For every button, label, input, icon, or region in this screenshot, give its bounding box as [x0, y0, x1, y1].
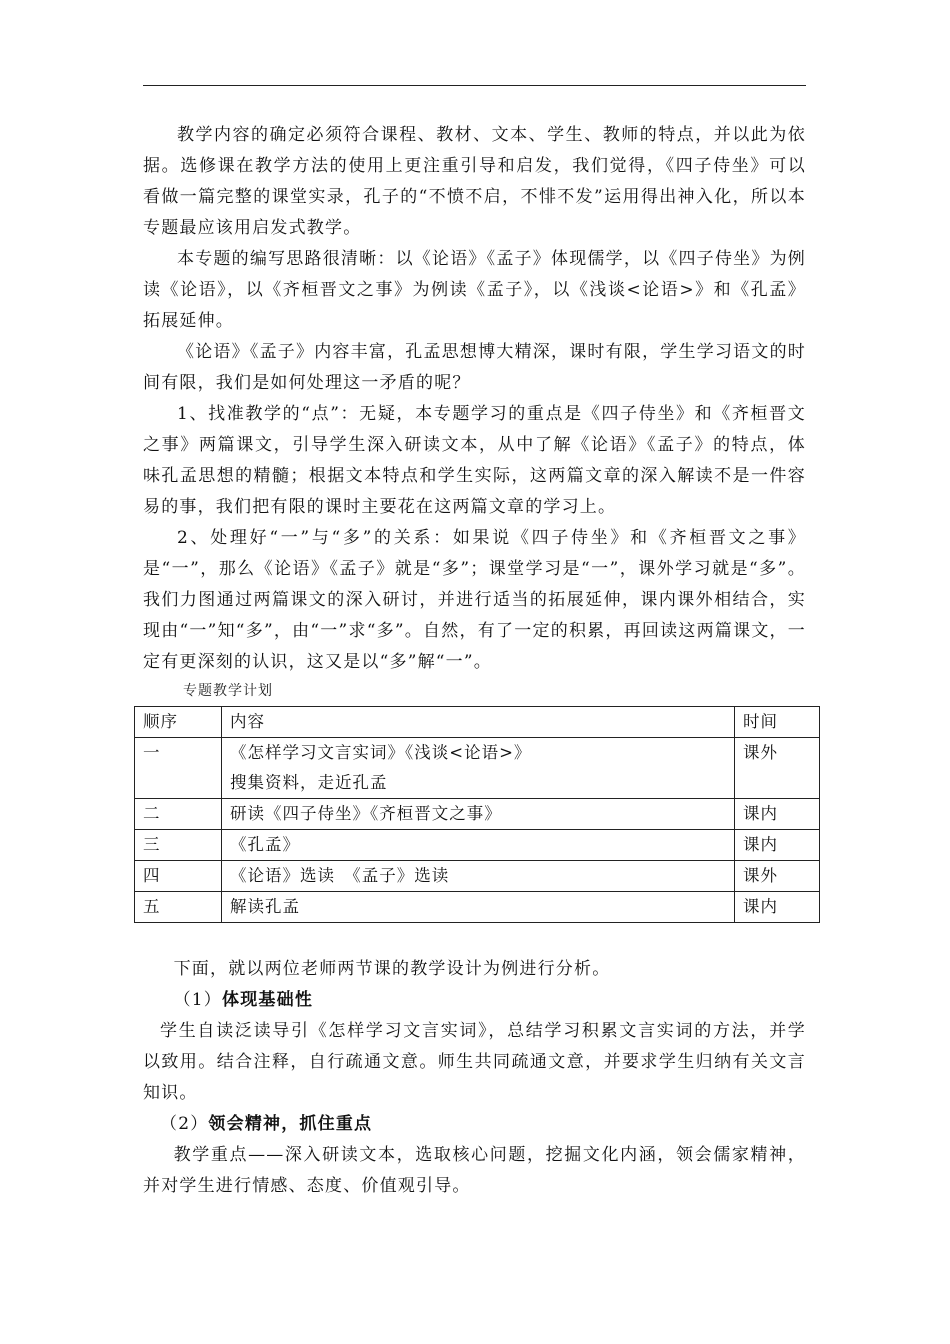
table-caption: 专题教学计划	[183, 683, 273, 699]
section-heading-2	[143, 1109, 806, 1140]
table-row	[135, 892, 820, 923]
section-heading-1	[143, 985, 806, 1016]
cell-order: 二	[135, 799, 222, 830]
heading-text: 领会精神，抓住重点	[208, 1114, 373, 1134]
cell-time: 课内	[735, 830, 820, 861]
cell-content: 《孔孟》	[222, 830, 735, 861]
table-row	[135, 738, 820, 799]
teaching-plan-table	[134, 706, 820, 923]
cell-content	[222, 738, 735, 799]
paragraph: 1、找准教学的“点”：无疑，本专题学习的重点是《四子侍坐》和《齐桓晋文之事》两篇课文，引导学生深入研读文本，从中了解《论语》《孟子》的特点，体味孔孟思想的精髓；根据文本特点和学生实际，这两篇文章的深入解读不是一件容易的事，我们把有限的课时主要花在这两篇文章的学习上。	[143, 404, 806, 517]
table-row	[135, 799, 820, 830]
analysis-section	[143, 954, 806, 1202]
cell-time: 课外	[735, 861, 820, 892]
table-row	[135, 830, 820, 861]
table-row	[135, 861, 820, 892]
cell-content: 《论语》选读 《孟子》选读	[222, 861, 735, 892]
cell-time: 课内	[735, 799, 820, 830]
cell-content-line: 搜集资料，走近孔孟	[230, 773, 388, 792]
paragraph: 教学内容的确定必须符合课程、教材、文本、学生、教师的特点，并以此为依据。选修课在教学方法的使用上更注重引导和启发，我们觉得，《四子侍坐》可以看做一篇完整的课堂实录，孔子的“不愤不启，不悱不发”运用得出神入化，所以本专题最应该用启发式教学。	[143, 125, 806, 238]
header-content: 内容	[222, 707, 735, 738]
header-order: 顺序	[135, 707, 222, 738]
cell-time: 课内	[735, 892, 820, 923]
cell-order: 三	[135, 830, 222, 861]
paragraph: 教学重点——深入研读文本，选取核心问题，挖掘文化内涵，领会儒家精神，并对学生进行情感、态度、价值观引导。	[143, 1145, 806, 1196]
intro-paragraph: 下面，就以两位老师两节课的教学设计为例进行分析。	[173, 959, 611, 979]
paragraph: 2、处理好“一”与“多”的关系：如果说《四子侍坐》和《齐桓晋文之事》是“一”，那么《论语》《孟子》就是“多”；课堂学习是“一”，课外学习就是“多”。我们力图通过两篇课文的深入研讨，并进行适当的拓展延伸，课内课外相结合，实现由“一”知“多”，由“一”求“多”。自然，有了一定的积累，再回读这两篇课文，一定有更深刻的认识，这又是以“多”解“一”。	[143, 528, 806, 672]
paragraph: 本专题的编写思路很清晰：以《论语》《孟子》体现儒学，以《四子侍坐》为例读《论语》，以《齐桓晋文之事》为例读《孟子》，以《浅谈<论语>》和《孔孟》拓展延伸。	[143, 249, 806, 331]
cell-order: 五	[135, 892, 222, 923]
cell-time: 课外	[735, 738, 820, 799]
header-time: 时间	[735, 707, 820, 738]
heading-number: （1）	[173, 990, 223, 1010]
cell-order: 四	[135, 861, 222, 892]
heading-number: （2）	[160, 1114, 209, 1134]
table-header-row	[135, 707, 820, 738]
header-rule	[143, 85, 806, 86]
cell-content-line: 《怎样学习文言实词》《浅谈<论语>》	[230, 743, 532, 762]
cell-order: 一	[135, 738, 222, 799]
paragraph: 《论语》《孟子》内容丰富，孔孟思想博大精深，课时有限，学生学习语文的时间有限，我们是如何处理这一矛盾的呢？	[143, 342, 806, 393]
heading-text: 体现基础性	[222, 990, 314, 1010]
cell-content: 解读孔孟	[222, 892, 735, 923]
paragraph: 学生自读泛读导引《怎样学习文言实词》，总结学习积累文言实词的方法，并学以致用。结合注释，自行疏通文意。师生共同疏通文意，并要求学生归纳有关文言知识。	[143, 1021, 806, 1103]
cell-content: 研读《四子侍坐》《齐桓晋文之事》	[222, 799, 735, 830]
body-text	[143, 120, 806, 678]
